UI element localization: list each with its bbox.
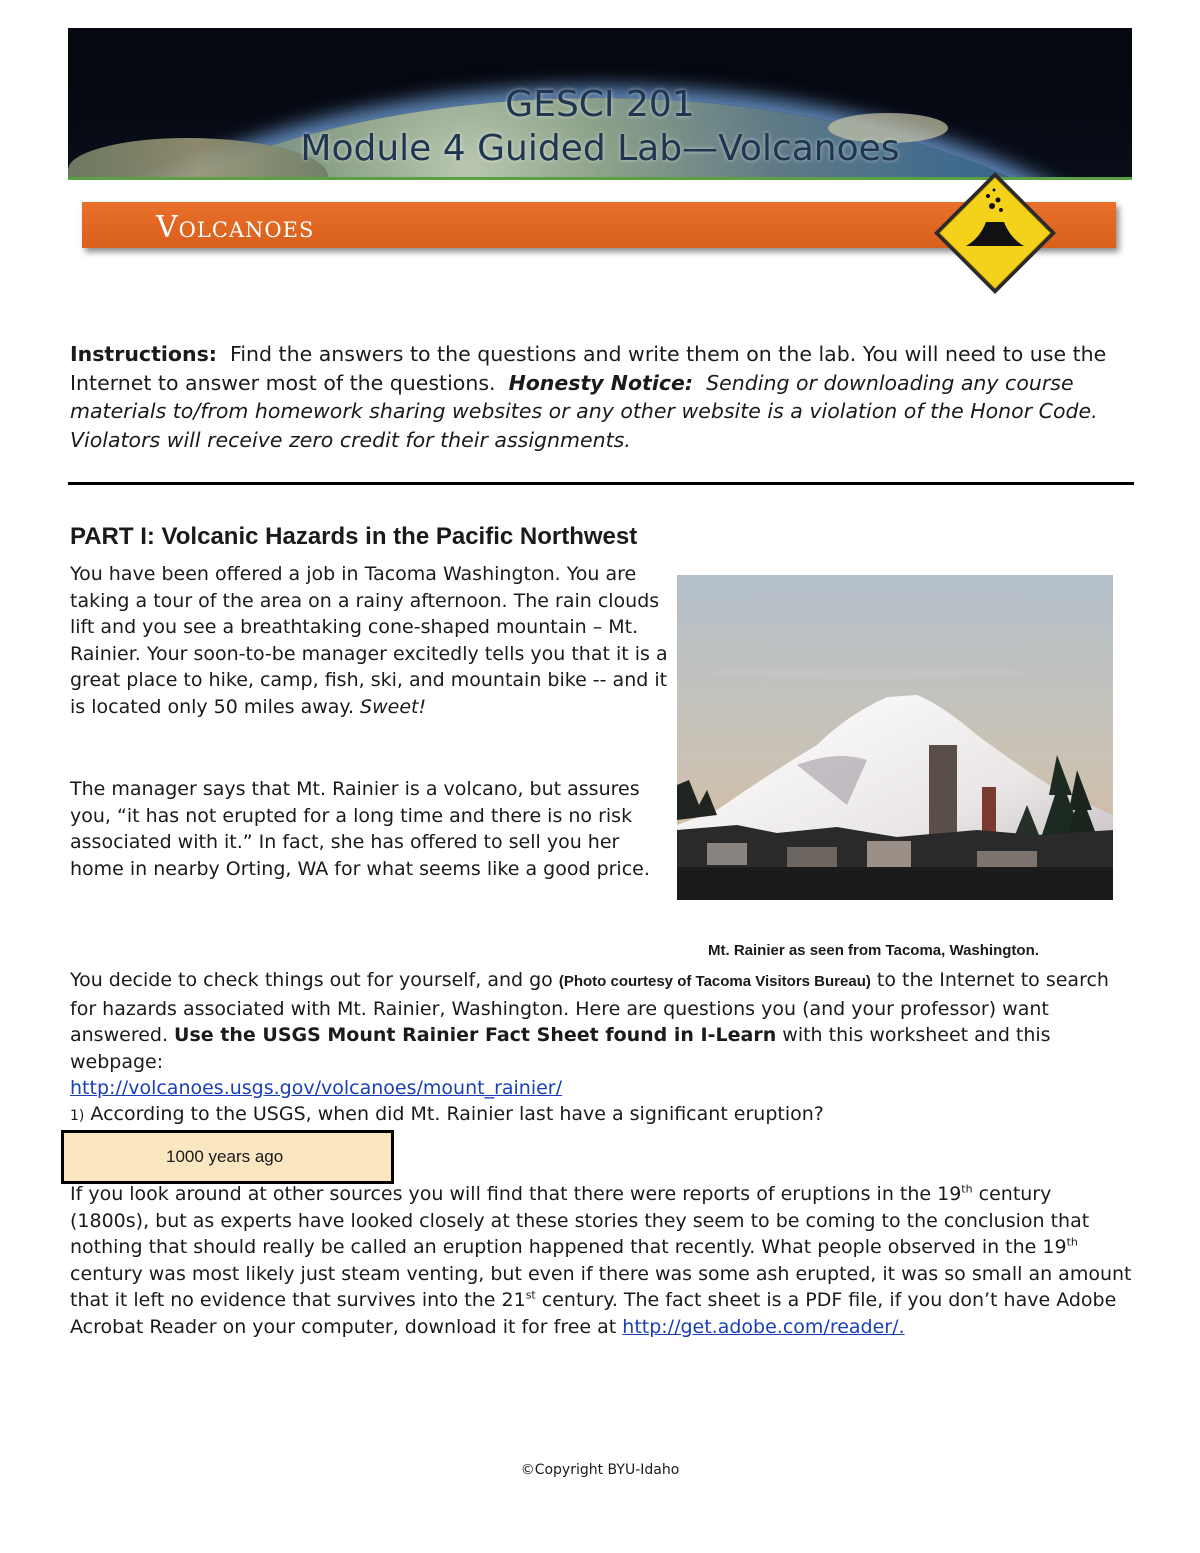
part1-heading: PART I: Volcanic Hazards in the Pacific Northwest [70, 523, 638, 550]
para3-bold: Use the USGS Mount Rainier Fact Sheet found in I-Learn [174, 1024, 777, 1046]
volcano-warning-icon [928, 166, 1062, 300]
mt-rainier-photo [677, 575, 1113, 900]
superscript-th: th [961, 1182, 973, 1196]
answer-field[interactable] [61, 1130, 394, 1184]
course-title: GESCI 201 [505, 84, 695, 125]
paragraph-eruptions [70, 1181, 1132, 1340]
header-banner [68, 28, 1132, 178]
paragraph-instructions [70, 967, 1132, 1102]
adobe-link[interactable]: http://get.adobe.com/reader/. [622, 1315, 905, 1338]
para4-text-d: century. The fact sheet is a PDF file, if you don’t have Adobe Acrobat Reader on your computer, download it for free at [70, 1289, 1117, 1338]
question-1 [70, 1103, 824, 1125]
paragraph-intro [70, 561, 670, 720]
para3-text-b: to the Internet to search for hazards associated with Mt. Rainier, Washington. Here are questions you (and your professor) want answered. [70, 969, 1109, 1046]
photo-caption: Mt. Rainier as seen from Tacoma, Washington. [708, 942, 1039, 959]
paragraph-intro-italic: Sweet! [360, 695, 427, 718]
para4-text-c: century was most likely just steam venting, but even if there was some ash erupted, it was so small an amount that it left no evidence that survives into the 21 [70, 1262, 1132, 1311]
photo-credit: (Photo courtesy of Tacoma Visitors Bureau) [558, 973, 871, 990]
instructions-block [70, 340, 1132, 454]
superscript-st: st [525, 1288, 536, 1302]
section-title: Volcanoes [156, 210, 315, 245]
copyright-footer: ©Copyright BYU-Idaho [520, 1462, 680, 1478]
para4-text-a: If you look around at other sources you will find that there were reports of eruptions in the 19 [70, 1183, 962, 1205]
paragraph-intro-text: You have been offered a job in Tacoma Washington. You are taking a tour of the area on a rainy afternoon. The rain clouds lift and you see a breathtaking cone-shaped mountain – Mt. Rainier. Your soon-to-be manager excitedly tells you that it is a great place to hike, camp, fish, ski, and mountain bike -- and it is located only 50 miles away. [70, 563, 668, 718]
para3-text-c: with this worksheet and this webpage: [70, 1024, 1051, 1073]
superscript-th-2: th [1066, 1235, 1078, 1249]
paragraph-manager: The manager says that Mt. Rainier is a volcano, but assures you, “it has not erupted for a long time and there is no risk associated with it.” In fact, she has offered to sell you her home in nearby Orting, WA for what seems like a good price. [70, 778, 650, 880]
para3-text-a: You decide to check things out for yourself, and go [70, 969, 553, 991]
question-number: 1) [70, 1108, 85, 1124]
para4-text-b: century (1800s), but as experts have looked closely at these stories they seem to be coming to the conclusion that nothing that should really be called an eruption happened that recently. What people observed in the 19 [70, 1183, 1090, 1258]
question-text: According to the USGS, when did Mt. Rainier last have a significant eruption? [90, 1103, 824, 1125]
module-title: Module 4 Guided Lab—Volcanoes [300, 128, 900, 169]
instructions-label: Instructions: [70, 342, 217, 366]
answer-text: 1000 years ago [166, 1147, 284, 1166]
usgs-link[interactable]: http://volcanoes.usgs.gov/volcanoes/mount_rainier/ [70, 1077, 563, 1099]
honesty-text: Sending or downloading any course materials to/from homework sharing websites or any other website is a violation of the Honor Code. Violators will receive zero credit for their assignments. [70, 370, 1098, 452]
instructions-text: Find the answers to the questions and write them on the lab. You will need to use the Internet to answer most of the questions. [70, 342, 1107, 395]
section-rule [68, 482, 1134, 485]
honesty-label: Honesty Notice: [508, 370, 694, 395]
